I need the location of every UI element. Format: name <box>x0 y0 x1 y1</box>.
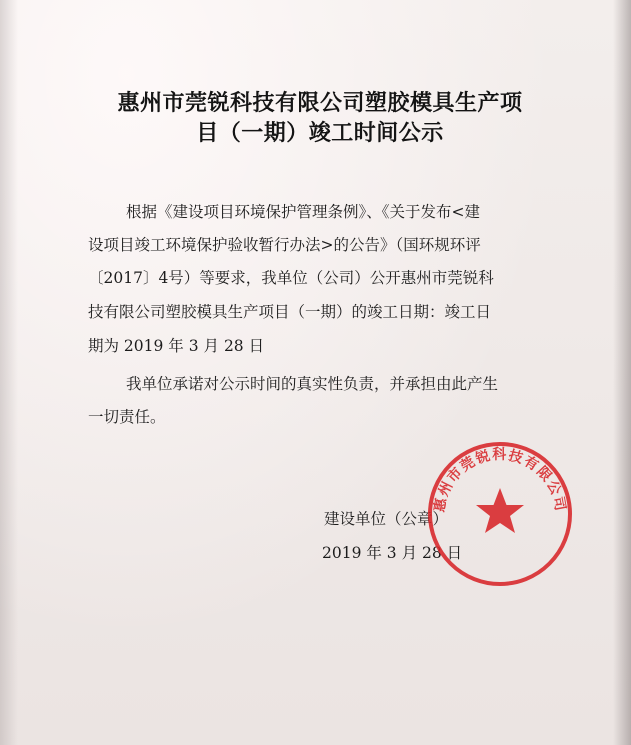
paragraph-1-line-4: 技有限公司塑胶模具生产项目（一期）的竣工日期：竣工日 <box>88 303 492 321</box>
seal-star-icon <box>476 488 524 533</box>
signature-date: 2019 年 3 月 28 日 <box>322 544 463 562</box>
paragraph-1-line-2: 设项目竣工环境保护验收暂行办法>的公告》（国环规环评 <box>88 236 481 254</box>
document-title-line-1: 惠州市莞锐科技有限公司塑胶模具生产项 <box>117 91 523 116</box>
page-edge-right <box>613 0 631 745</box>
paragraph-1-line-5: 期为 2019 年 3 月 28 日 <box>88 337 265 355</box>
paragraph-1-line-1: 根据《建设项目环境保护管理条例》、《关于发布<建 <box>126 203 480 221</box>
document-title-line-2: 目（一期）竣工时间公示 <box>196 121 444 146</box>
paragraph-2-line-2: 一切责任。 <box>88 408 166 426</box>
company-seal-stamp <box>424 438 576 590</box>
paragraph-2-line-1: 我单位承诺对公示时间的真实性负责，并承担由此产生 <box>126 375 499 393</box>
seal-text: 惠州市莞锐科技有限公司 <box>431 447 569 514</box>
signature-unit: 建设单位（公章） <box>324 510 449 528</box>
paragraph-1-line-3: 〔2017〕4号）等要求，我单位（公司）公开惠州市莞锐科 <box>88 269 494 287</box>
page-edge-left <box>0 0 18 745</box>
